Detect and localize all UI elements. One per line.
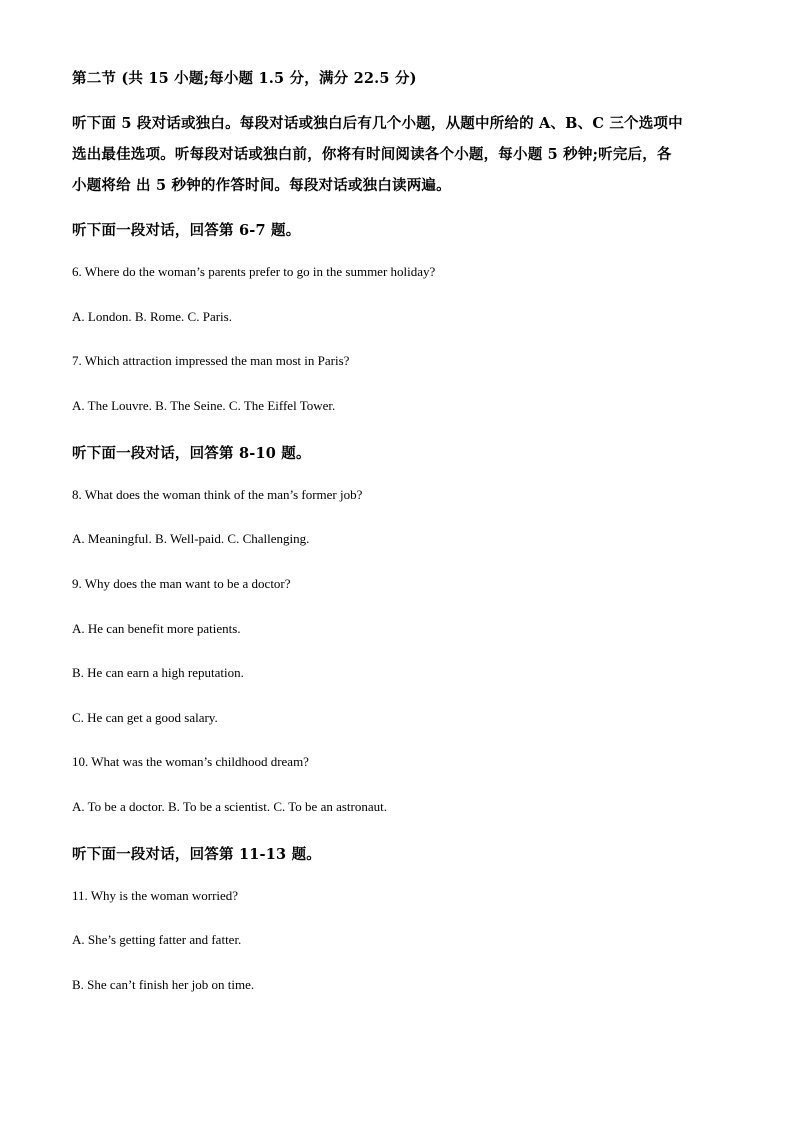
question-7-options: A. The Louvre. B. The Seine. C. The Eiffel Tower.	[72, 398, 336, 413]
question-9-option-a: A. He can benefit more patients.	[72, 621, 241, 636]
question-11-option-a: A. She’s getting fatter and fatter.	[72, 932, 242, 947]
instructions-line-2: 选出最佳选项。听每段对话或独白前，你将有时间阅读各个小题，每小题 5 秒钟;听完后，各	[72, 146, 672, 163]
question-9-option-c: C. He can get a good salary.	[72, 710, 218, 725]
question-6-options: A. London. B. Rome. C. Paris.	[72, 309, 232, 324]
question-11-option-b: B. She can’t finish her job on time.	[72, 977, 255, 992]
question-11-stem: 11. Why is the woman worried?	[72, 888, 239, 903]
question-6-stem: 6. Where do the woman’s parents prefer to go in the summer holiday?	[72, 264, 436, 279]
question-7-stem: 7. Which attraction impressed the man most in Paris?	[72, 353, 350, 368]
question-9-stem: 9. Why does the man want to be a doctor?	[72, 576, 291, 591]
group-heading-8-10: 听下面一段对话，回答第 8-10 题。	[72, 445, 311, 462]
question-8-options: A. Meaningful. B. Well-paid. C. Challenging.	[72, 531, 310, 546]
group-heading-6-7: 听下面一段对话，回答第 6-7 题。	[72, 222, 301, 239]
question-8-stem: 8. What does the woman think of the man’s former job?	[72, 487, 363, 502]
question-10-stem: 10. What was the woman’s childhood dream?	[72, 754, 309, 769]
group-heading-11-13: 听下面一段对话，回答第 11-13 题。	[72, 846, 321, 863]
question-10-options: A. To be a doctor. B. To be a scientist. C. To be an astronaut.	[72, 799, 387, 814]
instructions-line-3: 小题将给 出 5 秒钟的作答时间。每段对话或独白读两遍。	[72, 177, 451, 194]
question-9-option-b: B. He can earn a high reputation.	[72, 665, 244, 680]
instructions-line-1: 听下面 5 段对话或独白。每段对话或独白后有几个小题，从题中所给的 A、B、C 三个选项中	[72, 115, 683, 132]
section-heading: 第二节 (共 15 小题;每小题 1.5 分，满分 22.5 分)	[72, 70, 417, 87]
